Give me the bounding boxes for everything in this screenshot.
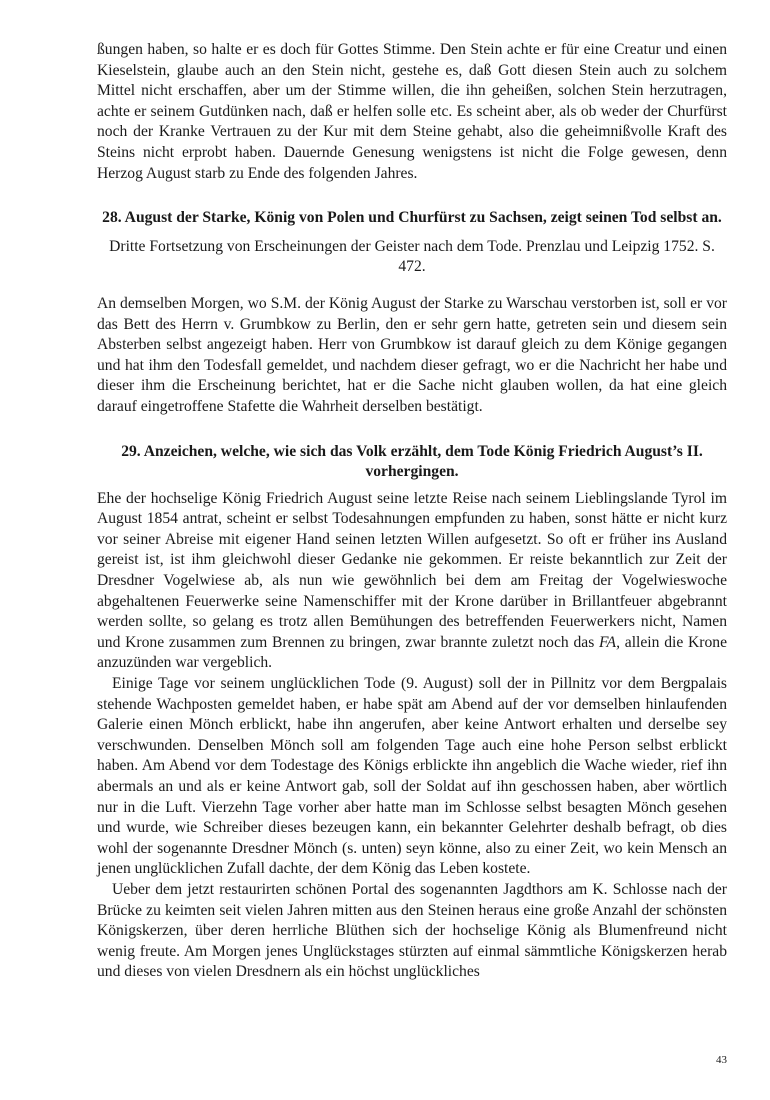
paragraph-1-text-a: Ehe der hochselige König Friedrich August seine letzte Reise nach seinem Lieblingslande Tyrol im August 1854 antrat, scheint er selbst Todesahnungen empfunden zu haben, sonst hätte er nicht kurz vor seiner Abreise mit eigener Hand seinen letzten Willen aufgesetzt. So oft er früher ins Ausland gereist ist, ist ihm gleichwohl dieser Gedanke nie gekommen. Er reiste bekanntlich zur Zeit der Dresdner Vogelwiese ab, als nun wie gewöhnlich bei dem am Freitag der Vogelwieswoche abgehaltenen Feuerwerke seine Namenschiffer mit der Krone darüber in Brillantfeuer abgebrannt werden sollte, so gelang es trotz allen Bemühungen des betreffenden Feuerwerkers nicht, Namen und Krone zusammen zum Brennen zu bringen, zwar brannte zuletzt noch das xyxy=(97,489,727,651)
spacer xyxy=(97,418,727,442)
paragraph-1-italic: FA, xyxy=(599,633,620,651)
section-29-paragraph-1 xyxy=(97,489,727,674)
section-28-heading: 28. August der Starke, König von Polen und Churfürst zu Sachsen, zeigt seinen Tod selbst an. xyxy=(102,209,722,227)
section-29-paragraph-3: Ueber dem jetzt restaurirten schönen Portal des sogenannten Jagdthors am K. Schlosse nach der Brücke zu keimten seit vielen Jahren mitten aus den Steinen heraus eine große Anzahl der schönsten Königskerzen, über deren herrliche Blüthen sich der hochselige König als Blumenfreund nicht wenig freute. Am Morgen jenes Unglückstages stürzten auf einmal sämmtliche Königskerzen herab und dieses von vielen Dresdnern als ein höchst unglückliches xyxy=(97,880,727,981)
intro-paragraph: ßungen haben, so halte er es doch für Gottes Stimme. Den Stein achte er für eine Creatur und einen Kieselstein, glaube auch an den Stein nicht, gestehe es, daß Gott diesen Stein auch zu solchem Mittel nicht erschaffen, aber um der Stimme willen, die ihn geheißen, solchen Stein herzutragen, achte er seinem Gutdünken nach, daß er helfen solle etc. Es scheint aber, als ob weder der Churfürst noch der Kranke Vertrauen zu der Kur mit dem Steine gehabt, also die geheimnißvolle Kraft des Steins nicht erprobt haben. Dauernde Genesung wenigstens ist nicht die Folge gewesen, denn Herzog August starb zu Ende des folgenden Jahres. xyxy=(97,41,727,182)
spacer xyxy=(97,184,727,208)
spacer xyxy=(97,278,727,294)
page-number: 43 xyxy=(716,1054,727,1066)
spacer xyxy=(97,229,727,237)
section-28-paragraph: An demselben Morgen, wo S.M. der König August der Starke zu Warschau verstorben ist, soll er vor das Bett des Herrn v. Grumbkow zu Berlin, den er sehr gern hatte, getreten sein und diesem sein Absterben selbst angezeigt haben. Herr von Grumbkow ist darauf gleich zu dem Könige gegangen und hat ihm den Todesfall gemeldet, und nachdem dieser gefragt, wo er die Nachricht her habe und dieser ihm die Erscheinung berichtet, hat er die Sache nicht glauben wollen, da hat eine gleich darauf eingetroffene Stafette die Wahrheit derselben bestätigt. xyxy=(97,294,727,415)
page-body xyxy=(97,40,727,983)
section-29-paragraph-2: Einige Tage vor seinem unglücklichen Tode (9. August) soll der in Pillnitz vor dem Bergpalais stehende Wachposten gemeldet haben, er habe spät am Abend auf der vor demselben hinlaufenden Galerie einen Mönch erblickt, habe ihn angerufen, aber keine Antwort erhalten und derselbe sey verschwunden. Denselben Mönch soll am folgenden Tage auch eine hohe Person selbst erblickt haben. Am Abend vor dem Todestage des Königs erblickte ihn angeblich die Wache wieder, rief ihn abermals an und als er keine Antwort gab, soll der Soldat auf ihn geschossen haben, aber wörtlich nur in die Luft. Vierzehn Tage vorher aber hatte man im Schlosse selbst besagten Mönch gesehen und wurde, wie Schreiber dieses bezeugen kann, ein bekannter Gelehrter deshalb befragt, ob dies wohl der sogenannte Dresdner Mönch (s. unten) seyn könne, also zu einer Zeit, wo kein Mensch an jenen unglücklichen Zufall dachte, der dem König das Leben kostete. xyxy=(97,675,727,878)
section-29-heading: 29. Anzeichen, welche, wie sich das Volk erzählt, dem Tode König Friedrich August’s II. vorhergingen. xyxy=(121,442,703,481)
section-28-source: Dritte Fortsetzung von Erscheinungen der Geister nach dem Tode. Prenzlau und Leipzig 1752. S. 472. xyxy=(109,237,715,276)
paragraph-1-text-b: allein die Krone anzuzünden war vergeblich. xyxy=(97,633,727,672)
